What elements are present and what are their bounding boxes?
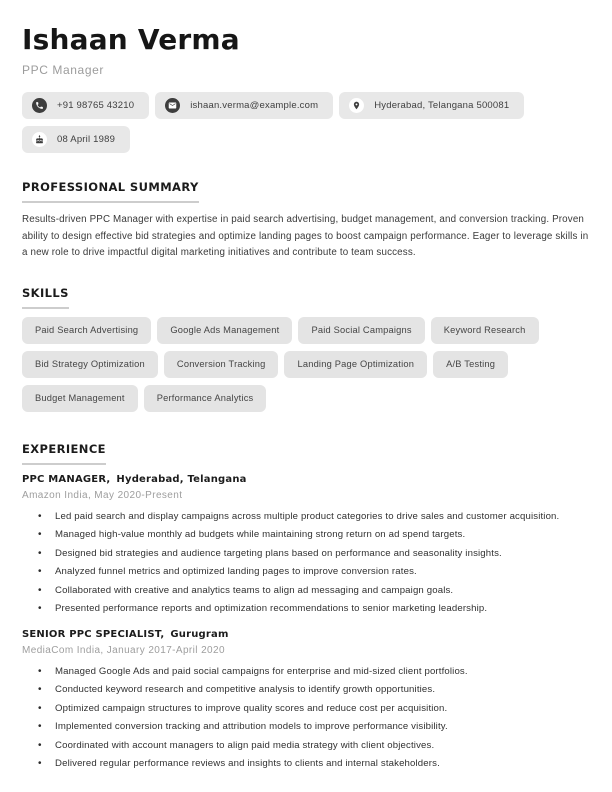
job-company-dates: MediaCom India, January 2017-April 2020 — [22, 644, 225, 656]
skill-chip: Paid Search Advertising — [22, 317, 151, 344]
experience-section — [22, 440, 592, 774]
job-bullet: • Implemented conversion tracking and attribution models to improve performance visibility. — [38, 718, 583, 737]
skill-chip: Landing Page Optimization — [284, 351, 427, 378]
job-bullet: • Delivered regular performance reviews and insights to clients and internal stakeholders. — [38, 755, 583, 774]
job-company-dates: Amazon India, May 2020-Present — [22, 489, 183, 501]
candidate-title: PPC Manager — [22, 63, 104, 77]
skill-chip: Google Ads Management — [157, 317, 292, 344]
job-role: SENIOR PPC SPECIALIST, — [22, 628, 165, 640]
job-location: Gurugram — [170, 628, 229, 640]
job-role: PPC MANAGER, — [22, 473, 111, 485]
email-icon — [165, 98, 180, 113]
job-bullet-list — [38, 663, 583, 774]
section-heading-professional-summary: PROFESSIONAL SUMMARY — [22, 181, 199, 203]
skill-chip: Budget Management — [22, 385, 138, 412]
skill-chip-list — [22, 317, 562, 412]
summary-text: Results-driven PPC Manager with expertise in paid search advertising, budget management, and conversion tracking. Proven ability to design effective bid strategies and optimize landing pages to boost campaign performance. Eager to leverage skills in a new role to drive impactful digital marketing initiatives and contribute to team success. — [22, 214, 589, 258]
job-bullet-list — [38, 508, 583, 619]
contact-chip-list — [22, 92, 542, 153]
job-title-line — [22, 629, 592, 641]
professional-summary-section — [22, 178, 592, 262]
skills-section — [22, 284, 592, 412]
contact-text: ishaan.verma@example.com — [190, 100, 319, 111]
job-bullet: • Designed bid strategies and audience targeting plans based on performance and seasonality insights. — [38, 545, 583, 564]
birthday-icon — [32, 132, 47, 147]
job-location: Hyderabad, Telangana — [116, 473, 247, 485]
skill-chip: Conversion Tracking — [164, 351, 279, 378]
job-title-line — [22, 474, 592, 486]
section-heading-experience: EXPERIENCE — [22, 443, 106, 465]
candidate-name: Ishaan Verma — [22, 23, 240, 56]
skill-chip: Keyword Research — [431, 317, 539, 344]
skill-chip: A/B Testing — [433, 351, 508, 378]
job-bullet: • Led paid search and display campaigns across multiple product categories to drive sales and customer acquisition. — [38, 508, 583, 527]
location-icon — [349, 98, 364, 113]
job-entry — [22, 474, 592, 619]
job-bullet: • Conducted keyword research and competitive analysis to identify growth opportunities. — [38, 681, 583, 700]
contact-chip — [155, 92, 333, 119]
contact-chip — [22, 92, 149, 119]
contact-text: 08 April 1989 — [57, 134, 116, 145]
contact-chip — [22, 126, 130, 153]
job-bullet: • Optimized campaign structures to improve quality scores and reduce cost per acquisition. — [38, 700, 583, 719]
phone-icon — [32, 98, 47, 113]
skill-chip: Bid Strategy Optimization — [22, 351, 158, 378]
section-heading-skills: SKILLS — [22, 287, 69, 309]
job-bullet: • Analyzed funnel metrics and optimized landing pages to improve conversion rates. — [38, 563, 583, 582]
job-bullet: • Presented performance reports and optimization recommendations to senior marketing leadership. — [38, 600, 583, 619]
job-bullet: • Coordinated with account managers to align paid media strategy with client objectives. — [38, 737, 583, 756]
contact-text: Hyderabad, Telangana 500081 — [374, 100, 510, 111]
contact-chip — [339, 92, 524, 119]
job-bullet: • Collaborated with creative and analytics teams to align ad messaging and campaign goals. — [38, 582, 583, 601]
contact-text: +91 98765 43210 — [57, 100, 135, 111]
job-entry — [22, 629, 592, 774]
job-bullet: • Managed high-value monthly ad budgets while maintaining strong return on ad spend targets. — [38, 526, 583, 545]
skill-chip: Paid Social Campaigns — [298, 317, 424, 344]
skill-chip: Performance Analytics — [144, 385, 267, 412]
job-bullet: • Managed Google Ads and paid social campaigns for enterprise and mid-sized client portfolios. — [38, 663, 583, 682]
